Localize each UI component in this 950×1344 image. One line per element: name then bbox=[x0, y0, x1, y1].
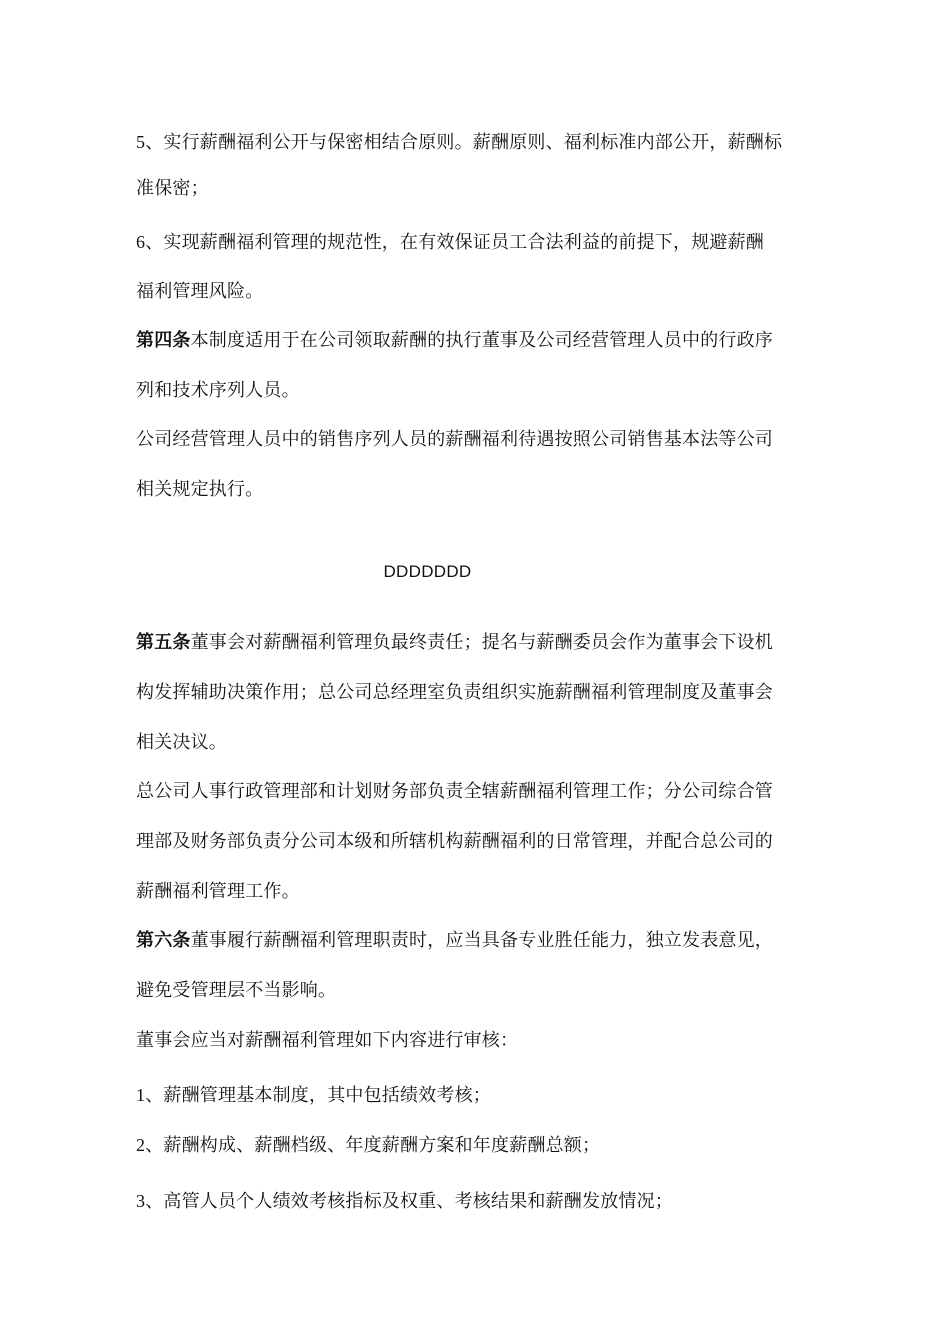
list-item-text: 、高管人员个人绩效考核指标及权重、考核结果和薪酬发放情况； bbox=[145, 1191, 673, 1212]
article-5-line-3 bbox=[136, 731, 227, 755]
paragraph-text: 避免受管理层不当影响。 bbox=[136, 980, 337, 1001]
paragraph-text: 理部及财务部负责分公司本级和所辖机构薪酬福利的日常管理，并配合总公司的 bbox=[136, 831, 773, 852]
article-label: 第六条 bbox=[136, 930, 191, 951]
paragraph-5-line-2 bbox=[136, 177, 209, 201]
paragraph-5-line-1 bbox=[136, 130, 782, 155]
article-4-line-1 bbox=[136, 329, 773, 353]
item-number: 3 bbox=[136, 1191, 146, 1211]
paragraph-6-line-2 bbox=[136, 280, 263, 304]
paragraph-text: 相关决议。 bbox=[136, 732, 227, 753]
paragraph-text: 薪酬福利管理工作。 bbox=[136, 881, 300, 902]
paragraph-text: 、实行薪酬福利公开与保密相结合原则。薪酬原则、福利标准内部公开，薪酬标 bbox=[145, 132, 783, 153]
list-item-text: 、薪酬管理基本制度，其中包括绩效考核； bbox=[145, 1085, 492, 1106]
paragraph-text: 董事会对薪酬福利管理负最终责任；提名与薪酬委员会作为董事会下设机 bbox=[190, 632, 774, 653]
paragraph-text: 、实现薪酬福利管理的规范性，在有效保证员工合法利益的前提下，规避薪酬 bbox=[145, 232, 764, 253]
paragraph-text: 公司经营管理人员中的销售序列人员的薪酬福利待遇按照公司销售基本法等公司 bbox=[136, 429, 773, 450]
paragraph-text: 董事履行薪酬福利管理职责时，应当具备专业胜任能力，独立发表意见， bbox=[190, 930, 774, 951]
item-number: 6 bbox=[136, 232, 146, 252]
paragraph-text: 董事会应当对薪酬福利管理如下内容进行审核： bbox=[136, 1030, 519, 1051]
paragraph-text: 列和技术序列人员。 bbox=[136, 380, 300, 401]
article-6-line-2 bbox=[136, 979, 336, 1003]
section-heading: DDDDDDD bbox=[383, 562, 472, 581]
article-4b-line-1 bbox=[136, 428, 773, 452]
item-number: 5 bbox=[136, 132, 146, 152]
article-5-line-1 bbox=[136, 631, 773, 655]
paragraph-text: 构发挥辅助决策作用；总公司总经理室负责组织实施薪酬福利管理制度及董事会 bbox=[136, 682, 773, 703]
article-4b-line-2 bbox=[136, 478, 263, 502]
item-number: 1 bbox=[136, 1085, 146, 1105]
item-number: 2 bbox=[136, 1135, 146, 1155]
paragraph-text: 福利管理风险。 bbox=[136, 281, 264, 302]
paragraph-text: 本制度适用于在公司领取薪酬的执行董事及公司经营管理人员中的行政序 bbox=[190, 330, 774, 351]
paragraph-text: 总公司人事行政管理部和计划财务部负责全辖薪酬福利管理工作；分公司综合管 bbox=[136, 781, 773, 802]
article-4-line-2 bbox=[136, 379, 300, 403]
list-item bbox=[136, 1189, 673, 1214]
paragraph-text: 准保密； bbox=[136, 178, 209, 199]
review-intro bbox=[136, 1029, 518, 1053]
paragraph-text: 相关规定执行。 bbox=[136, 479, 264, 500]
article-label: 第四条 bbox=[136, 330, 191, 351]
article-5-line-2 bbox=[136, 681, 773, 705]
article-5b-line-2 bbox=[136, 830, 773, 854]
article-label: 第五条 bbox=[136, 632, 191, 653]
list-item-text: 、薪酬构成、薪酬档级、年度薪酬方案和年度薪酬总额； bbox=[145, 1135, 601, 1156]
paragraph-6-line-1 bbox=[136, 230, 764, 255]
article-6-line-1 bbox=[136, 929, 773, 953]
article-5b-line-3 bbox=[136, 880, 300, 904]
list-item bbox=[136, 1083, 491, 1108]
list-item bbox=[136, 1133, 600, 1158]
article-5b-line-1 bbox=[136, 780, 773, 804]
